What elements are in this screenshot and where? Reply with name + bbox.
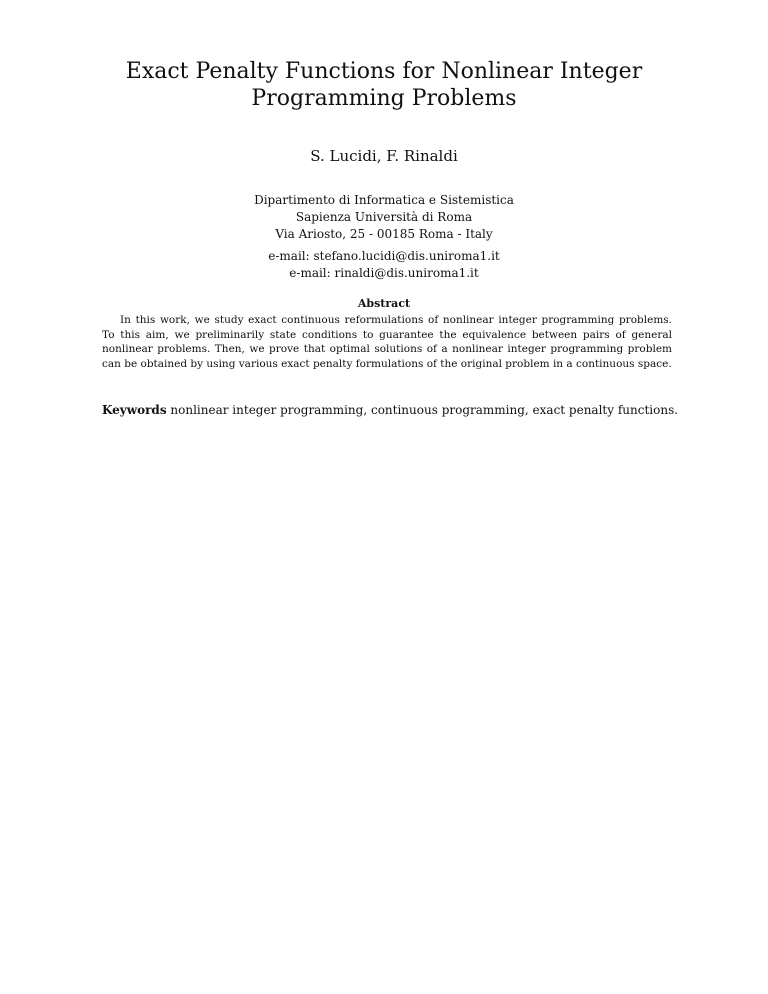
email-lucidi: e-mail: stefano.lucidi@dis.uniroma1.it [268,249,500,263]
keywords-line [102,402,682,418]
keywords-label: Keywords [102,403,167,417]
affiliation-department: Dipartimento di Informatica e Sistemistica [254,193,514,207]
abstract-heading: Abstract [357,297,411,310]
email-rinaldi: e-mail: rinaldi@dis.uniroma1.it [289,266,479,280]
affiliation-university: Sapienza Università di Roma [295,210,473,224]
title-line-2: Programming Problems [251,86,517,111]
affiliation-address: Via Ariosto, 25 - 00185 Roma - Italy [275,227,493,241]
email-block [84,248,684,282]
keywords-text: nonlinear integer programming, continuous programming, exact penalty functions. [170,403,679,417]
title-line-1: Exact Penalty Functions for Nonlinear Integer [125,59,643,84]
abstract-text: In this work, we study exact continuous reformulations of nonlinear integer programming problems. To this aim, we preliminarily state conditions to guarantee the equivalence between pairs of general nonlinear problems. Then, we prove that optimal solutions of a nonlinear integer programming problem can be obtained by using various exact penalty formulations of the original problem in a continuous space. [102,314,672,370]
affiliation-block [84,192,684,243]
author-list: S. Lucidi, F. Rinaldi [310,147,458,165]
paper-title [84,58,684,112]
